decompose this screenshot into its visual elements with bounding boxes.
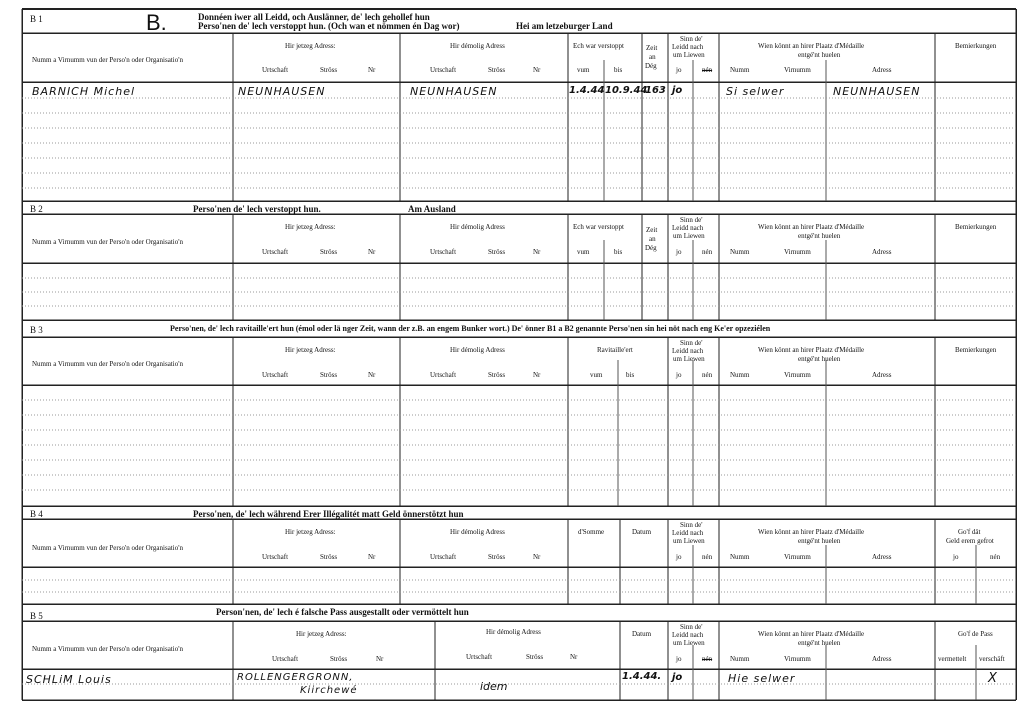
col-an: an (649, 235, 656, 243)
col-arranged: vermettelt (938, 655, 967, 663)
col-street: Ströss (320, 248, 338, 256)
col-street: Ströss (488, 553, 506, 561)
col-remarks: Bemierkungen (955, 42, 997, 50)
col-issued: verschäft (979, 655, 1005, 663)
col-street: Ströss (526, 653, 544, 661)
col-medal-first: Virnumm (784, 248, 811, 256)
col-nr: Nr (533, 553, 541, 561)
col-city: Urtschaft (262, 371, 289, 379)
col-city: Urtschaft (272, 655, 299, 663)
b1-entry-current-city: NEUNHAUSEN (238, 85, 326, 98)
b1-title-line2: Perso'nen de' lech verstoppt hun. (Och wan et nömmen én Dag wor) (198, 21, 460, 31)
col-suffered: Sinn de' (680, 521, 703, 529)
col-yes: jo (676, 371, 682, 379)
col-medal-address: Adress (872, 655, 892, 663)
col-former-address: Hir démolig Adress (450, 42, 505, 50)
col-days: Dég (645, 244, 657, 252)
col-from: vum (590, 371, 603, 379)
col-former-address: Hir démolig Adress (450, 528, 505, 536)
section-b3-label: B 3 (30, 325, 43, 335)
col-name-header: Numm a Virnumm vun der Perso'n oder Organisatio'n (32, 645, 183, 653)
col-to: bis (626, 371, 635, 379)
col-medal-first: Virnumm (784, 371, 811, 379)
col-name-header: Numm a Virnumm vun der Perso'n oder Organisatio'n (32, 544, 183, 552)
col-current-address: Hir jetzeg Adress: (285, 528, 336, 536)
col-suffered: Leidd nach (672, 347, 704, 355)
b1-entry-medal-address: NEUNHAUSEN (833, 85, 921, 98)
col-pass-question: Go'f de Pass (958, 630, 993, 638)
col-yes: jo (676, 655, 682, 663)
col-nr: Nr (368, 553, 376, 561)
col-yes: jo (953, 553, 959, 561)
col-suffered: Leidd nach (672, 224, 704, 232)
col-no: nén (702, 66, 713, 74)
col-yes: jo (676, 248, 682, 256)
col-current-address: Hir jetzeg Adress: (285, 42, 336, 50)
col-nr: Nr (368, 66, 376, 74)
col-medal-name: Numm (730, 248, 750, 256)
col-no: nén (990, 553, 1001, 561)
col-suffered: um Liewen (673, 639, 705, 647)
col-city: Urtschaft (262, 553, 289, 561)
col-medal: entgé'nt huelen (798, 51, 841, 59)
col-current-address: Hir jetzeg Adress: (285, 223, 336, 231)
col-city: Urtschaft (466, 653, 493, 661)
col-former-address: Hir démolig Adress (450, 346, 505, 354)
col-suffered: Sinn de' (680, 339, 703, 347)
col-to: bis (614, 248, 623, 256)
b5-entry-medal-name: Hie selwer (728, 672, 796, 685)
col-street: Ströss (488, 66, 506, 74)
col-date: Datum (632, 528, 652, 536)
col-nr: Nr (570, 653, 578, 661)
b5-entry-current-street: Kiirchewé (300, 685, 358, 696)
col-city: Urtschaft (430, 553, 457, 561)
section-b1-label: B 1 (30, 14, 43, 24)
section-b4-label: B 4 (30, 509, 43, 519)
col-medal-name: Numm (730, 655, 750, 663)
col-medal: entgé'nt huelen (798, 232, 841, 240)
b1-entry-medal-name: Si selwer (726, 85, 785, 98)
col-yes: jo (676, 553, 682, 561)
b2-title-place: Am Ausland (408, 204, 456, 214)
col-money-question: Geld erem gefrot (946, 537, 994, 545)
col-street: Ströss (488, 248, 506, 256)
b1-entry-survived: jo (672, 85, 683, 96)
b5-title: Person'nen, de' lech é falsche Pass ausgestallt oder vermöttelt hun (216, 607, 469, 617)
col-street: Ströss (488, 371, 506, 379)
col-suffered: Leidd nach (672, 529, 704, 537)
col-name-header: Numm a Virnumm vun der Perso'n oder Organisatio'n (32, 56, 183, 64)
col-nr: Nr (368, 371, 376, 379)
col-remarks: Bemierkungen (955, 223, 997, 231)
col-an: an (649, 53, 656, 61)
b1-entry-name: BARNICH Michel (32, 85, 136, 98)
col-medal: Wien könnt an hirer Plaatz d'Médaille (758, 346, 865, 354)
col-street: Ströss (330, 655, 348, 663)
b5-entry-current-city: ROLLENGERGRONN, (237, 672, 354, 683)
b3-title: Perso'nen, de' lech ravitaille'ert hun (émol oder lä nger Zeit, wann der z.B. an engem Bunker wort.) De' önner B1 a B2 genannte Perso'nen sin hei nöt nach eng Ke'er opzeziélen (170, 324, 771, 333)
col-medal: entgé'nt huelen (798, 639, 841, 647)
col-time: Zeit (646, 226, 658, 234)
col-days: Dég (645, 62, 657, 70)
col-from: vum (577, 248, 590, 256)
col-suffered: um Liewen (673, 232, 705, 240)
col-former-address: Hir démolig Adress (450, 223, 505, 231)
col-from: vum (577, 66, 590, 74)
col-suffered: um Liewen (673, 537, 705, 545)
section-big-letter: B. (146, 10, 167, 35)
section-b5-label: B 5 (30, 611, 43, 621)
col-medal-address: Adress (872, 553, 892, 561)
col-medal-first: Virnumm (784, 655, 811, 663)
col-current-address: Hir jetzeg Adress: (285, 346, 336, 354)
col-hid: Ech war verstoppt (573, 223, 624, 231)
col-medal: entgé'nt huelen (798, 537, 841, 545)
col-medal: Wien könnt an hirer Plaatz d'Médaille (758, 223, 865, 231)
col-current-address: Hir jetzeg Adress: (296, 630, 347, 638)
b5-entry-survived: jo (672, 672, 683, 683)
col-to: bis (614, 66, 623, 74)
b5-entry-date: 1.4.44. (622, 671, 662, 682)
col-no: nén (702, 248, 713, 256)
col-nr: Nr (533, 371, 541, 379)
col-hid: Ech war verstoppt (573, 42, 624, 50)
col-supplied: Ravitaille'ert (597, 346, 633, 354)
col-nr: Nr (368, 248, 376, 256)
col-medal-name: Numm (730, 553, 750, 561)
col-medal-address: Adress (872, 66, 892, 74)
col-date: Datum (632, 630, 652, 638)
col-nr: Nr (533, 66, 541, 74)
col-time: Zeit (646, 44, 658, 52)
col-medal-name: Numm (730, 371, 750, 379)
section-b2-label: B 2 (30, 204, 43, 214)
col-street: Ströss (320, 553, 338, 561)
col-suffered: Sinn de' (680, 216, 703, 224)
b4-title: Perso'nen, de' lech während Erer Illégalitét matt Geld önnerstötzt hun (193, 509, 464, 519)
col-nr: Nr (533, 248, 541, 256)
col-suffered: um Liewen (673, 355, 705, 363)
col-suffered: Sinn de' (680, 35, 703, 43)
b5-entry-name: SCHLiM Louis (26, 673, 112, 686)
col-city: Urtschaft (430, 371, 457, 379)
col-remarks: Bemierkungen (955, 346, 997, 354)
b1-entry-days: 163 (645, 85, 666, 96)
b1-title-line1: Donnéen iwer all Leidd, och Auslänner, de' lech gehollef hun (198, 12, 430, 22)
col-no: nén (702, 553, 713, 561)
col-suffered: Leidd nach (672, 631, 704, 639)
b5-entry-former: idem (480, 680, 508, 693)
b1-entry-from: 1.4.44 (569, 85, 605, 96)
b1-entry-former-city: NEUNHAUSEN (410, 85, 498, 98)
col-medal: Wien könnt an hirer Plaatz d'Médaille (758, 528, 865, 536)
col-medal-address: Adress (872, 371, 892, 379)
col-former-address: Hir démolig Adress (486, 628, 541, 636)
col-city: Urtschaft (430, 66, 457, 74)
col-yes: jo (676, 66, 682, 74)
col-city: Urtschaft (430, 248, 457, 256)
col-medal-name: Numm (730, 66, 750, 74)
col-money-question: Go'f dät (958, 528, 981, 536)
col-medal: Wien könnt an hirer Plaatz d'Médaille (758, 42, 865, 50)
col-name-header: Numm a Virnumm vun der Perso'n oder Organisatio'n (32, 238, 183, 246)
col-sum: d'Somme (578, 528, 605, 536)
col-street: Ströss (320, 66, 338, 74)
col-medal-address: Adress (872, 248, 892, 256)
b5-entry-issued-mark: X (988, 671, 998, 686)
col-suffered: Sinn de' (680, 623, 703, 631)
col-name-header: Numm a Virnumm vun der Perso'n oder Organisatio'n (32, 360, 183, 368)
col-city: Urtschaft (262, 66, 289, 74)
col-suffered: Leidd nach (672, 43, 704, 51)
col-suffered: um Liewen (673, 51, 705, 59)
col-medal: Wien könnt an hirer Plaatz d'Médaille (758, 630, 865, 638)
col-nr: Nr (376, 655, 384, 663)
b1-title-place: Hei am letzeburger Land (516, 21, 613, 31)
col-no: nén (702, 655, 713, 663)
col-no: nén (702, 371, 713, 379)
col-street: Ströss (320, 371, 338, 379)
col-medal-first: Virnumm (784, 66, 811, 74)
b2-title: Perso'nen de' lech verstoppt hun. (193, 204, 321, 214)
col-medal: entgé'nt huelen (798, 355, 841, 363)
col-medal-first: Virnumm (784, 553, 811, 561)
col-city: Urtschaft (262, 248, 289, 256)
b1-entry-to: 10.9.44 (605, 85, 648, 96)
